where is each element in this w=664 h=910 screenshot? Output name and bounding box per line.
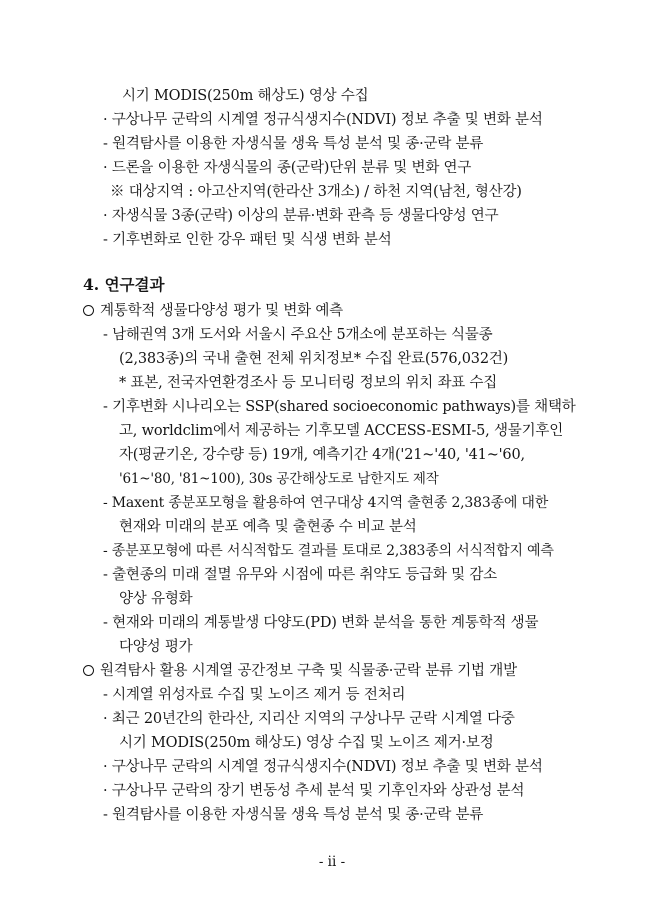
- text-line: 자(평균기온, 강수량 등) 19개, 예측기간 4개('21~'40, '41~'60,: [119, 447, 525, 463]
- text-line: · 구상나무 군락의 장기 변동성 추세 분석 및 기후인자와 상관성 분석: [103, 783, 525, 799]
- text-line: - 기후변화로 인한 강우 패턴 및 식생 변화 분석: [103, 232, 392, 248]
- text-line: 현재와 미래의 분포 예측 및 출현종 수 비교 분석: [119, 519, 417, 535]
- text-line: - 남해권역 3개 도서와 서울시 주요산 5개소에 분포하는 식물종: [103, 327, 493, 343]
- text-line: · 구상나무 군락의 시계열 정규식생지수(NDVI) 정보 추출 및 변화 분석: [103, 759, 543, 775]
- text-line: 다양성 평가: [119, 639, 193, 655]
- text-line: - 출현종의 미래 절멸 유무와 시점에 따른 취약도 등급화 및 감소: [103, 567, 497, 583]
- text-line: · 구상나무 군락의 시계열 정규식생지수(NDVI) 정보 추출 및 변화 분석: [103, 112, 543, 128]
- text-line: · 최근 20년간의 한라산, 지리산 지역의 구상나무 군락 시계열 다중: [103, 711, 515, 727]
- text-line: - 기후변화 시나리오는 SSP(shared socioeconomic pathways)를 채택하: [103, 399, 576, 415]
- text-line: - 현재와 미래의 계통발생 다양도(PD) 변화 분석을 통한 계통학적 생물: [103, 615, 539, 631]
- text-line: - 시계열 위성자료 수집 및 노이즈 제거 등 전처리: [103, 687, 406, 703]
- text-line: 시기 MODIS(250m 해상도) 영상 수집: [122, 88, 369, 104]
- text-line: * 표본, 전국자연환경조사 등 모니터링 정보의 위치 좌표 수집: [119, 375, 498, 391]
- circle-bullet-icon: [83, 305, 94, 316]
- bullet-heading: [83, 301, 343, 321]
- bullet-title: 원격탐사 활용 시계열 공간정보 구축 및 식물종·군락 분류 기법 개발: [100, 663, 517, 679]
- text-line: - Maxent 종분포모형을 활용하여 연구대상 4지역 출현종 2,383종에 대한: [103, 495, 549, 511]
- text-line: 시기 MODIS(250m 해상도) 영상 수집 및 노이즈 제거·보정: [119, 735, 494, 751]
- text-line: - 종분포모형에 따른 서식적합도 결과를 토대로 2,383종의 서식적합지 예측: [103, 543, 554, 559]
- text-line: - 원격탐사를 이용한 자생식물 생육 특성 분석 및 종·군락 분류: [103, 807, 484, 823]
- bullet-title: 계통학적 생물다양성 평가 및 변화 예측: [100, 303, 343, 319]
- text-line: - 원격탐사를 이용한 자생식물 생육 특성 분석 및 종·군락 분류: [103, 136, 484, 152]
- text-line: · 드론을 이용한 자생식물의 종(군락)단위 분류 및 변화 연구: [103, 160, 472, 176]
- circle-bullet-icon: [83, 665, 94, 676]
- text-line: 고, worldclim에서 제공하는 기후모델 ACCESS-ESMI-5, 생물기후인: [119, 423, 564, 439]
- section-title: 4. 연구결과: [83, 275, 165, 294]
- text-line: 양상 유형화: [119, 591, 193, 607]
- bullet-heading: [83, 661, 517, 681]
- text-line: ※ 대상지역 : 아고산지역(한라산 3개소) / 하천 지역(남천, 형산강): [110, 184, 522, 200]
- text-line: · 자생식물 3종(군락) 이상의 분류·변화 관측 등 생물다양성 연구: [103, 208, 499, 224]
- text-line: '61~'80, '81~100), 30s 공간해상도로 남한지도 제작: [119, 471, 439, 487]
- page-number: - ii -: [318, 854, 346, 870]
- text-line: (2,383종)의 국내 출현 전체 위치정보* 수집 완료(576,032건): [119, 351, 509, 367]
